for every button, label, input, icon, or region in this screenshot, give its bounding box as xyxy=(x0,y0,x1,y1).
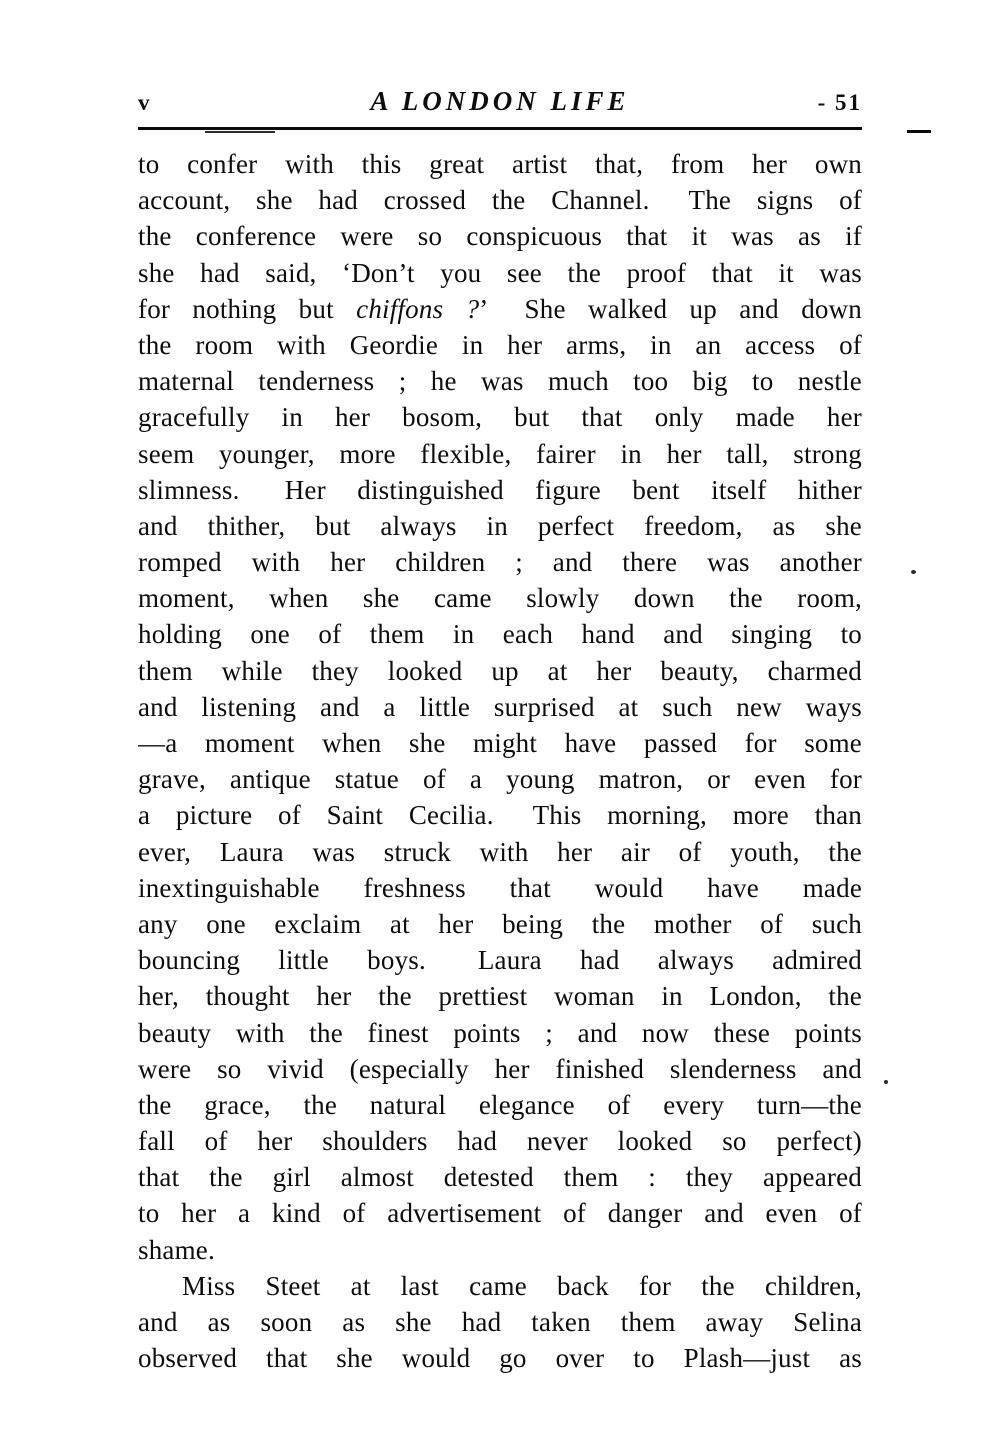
running-title: A LONDON LIFE xyxy=(370,86,630,116)
text-line: moment, when she came slowly down the room, xyxy=(138,583,862,614)
italic-foreign-word: chiffons ? xyxy=(356,293,480,324)
paragraph-start-line: Miss Steet at last came back for the children, xyxy=(182,1270,862,1301)
text-line: to confer with this great artist that, from her own xyxy=(138,149,862,179)
text-line: and thither, but always in perfect freedom, as she xyxy=(138,510,862,541)
text-line: she had said, ‘Don’t you see the proof that it was xyxy=(138,257,862,288)
text-line: seem younger, more flexible, fairer in her tall, strong xyxy=(138,438,862,469)
text-line: and as soon as she had taken them away Selina xyxy=(138,1307,862,1337)
text-line: beauty with the finest points ; and now these points xyxy=(138,1017,862,1048)
rule-ghost-mark xyxy=(205,131,275,133)
text-segment: ’ She walked up and down xyxy=(479,293,862,324)
text-line: observed that she would go over to Plash—just as xyxy=(138,1343,862,1374)
text-line: to her a kind of advertisement of danger and even of xyxy=(138,1198,862,1229)
paragraph-end-line: shame. xyxy=(138,1234,215,1265)
text-line: her, thought her the prettiest woman in London, the xyxy=(138,981,862,1012)
header-rule xyxy=(138,127,862,130)
text-line: holding one of them in each hand and singing to xyxy=(138,619,862,650)
text-line: them while they looked up at her beauty, charmed xyxy=(138,655,862,686)
text-line: account, she had crossed the Channel. The signs of xyxy=(138,185,862,216)
text-line: were so vivid (especially her finished slenderness and xyxy=(138,1053,862,1084)
ink-speck xyxy=(911,570,916,574)
text-line: slimness. Her distinguished figure bent itself hither xyxy=(138,474,862,505)
text-line: that the girl almost detested them : they appeared xyxy=(138,1162,862,1193)
text-line: fall of her shoulders had never looked so perfect) xyxy=(138,1126,862,1157)
text-line: —a moment when she might have passed for some xyxy=(138,728,862,758)
rule-fragment xyxy=(907,130,931,133)
chapter-numeral: v xyxy=(138,90,151,115)
text-line: romped with her children ; and there was another xyxy=(138,547,862,578)
page-number: - 51 xyxy=(817,90,862,115)
text-segment: for nothing but xyxy=(138,293,357,324)
text-line: and listening and a little surprised at such new ways xyxy=(138,691,862,722)
text-line-with-italic xyxy=(138,291,862,327)
text-line: the room with Geordie in her arms, in an access of xyxy=(138,329,862,360)
text-line: the conference were so conspicuous that it was as if xyxy=(138,221,862,252)
text-line: grave, antique statue of a young matron, or even for xyxy=(138,764,862,795)
text-line: the grace, the natural elegance of every turn—the xyxy=(138,1089,862,1120)
text-line: gracefully in her bosom, but that only made her xyxy=(138,402,862,433)
running-header xyxy=(138,86,862,117)
text-line: any one exclaim at her being the mother of such xyxy=(138,908,862,939)
text-line: bouncing little boys. Laura had always admired xyxy=(138,945,862,976)
ink-speck xyxy=(884,1080,888,1084)
text-line: maternal tenderness ; he was much too big to nestle xyxy=(138,366,862,397)
text-line: a picture of Saint Cecilia. This morning, more than xyxy=(138,800,862,831)
text-line: inextinguishable freshness that would have made xyxy=(138,872,862,903)
text-line: ever, Laura was struck with her air of youth, the xyxy=(138,836,862,867)
body-text xyxy=(138,146,862,1376)
